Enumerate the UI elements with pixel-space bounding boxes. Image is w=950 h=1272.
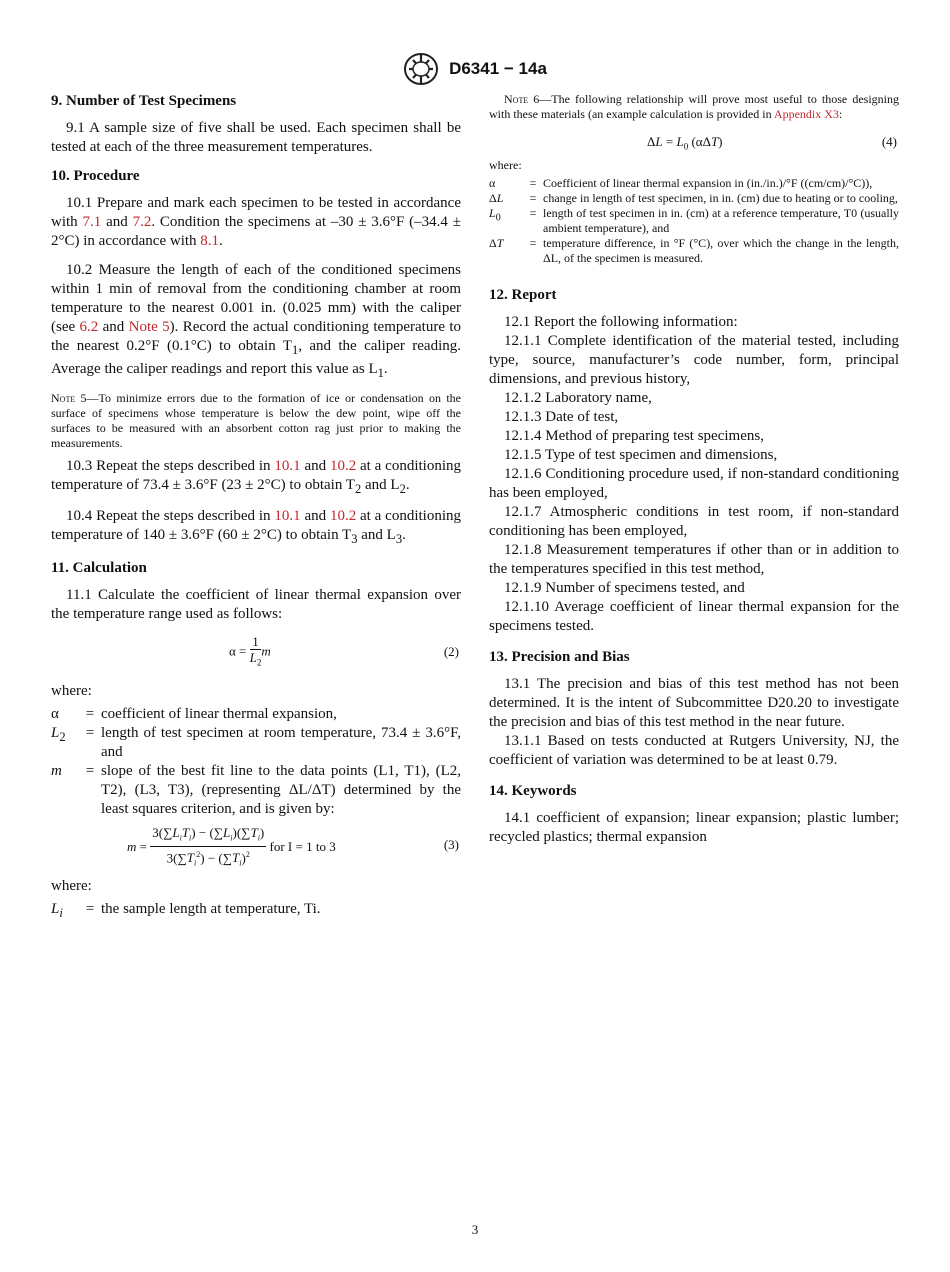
document-code: D6341 − 14a: [449, 59, 547, 78]
equation-3-number: (3): [443, 837, 459, 852]
para-12-1-5: 12.1.5 Type of test specimen and dimensions,: [504, 447, 778, 463]
para-12-1-10: 12.1.10 Average coefficient of linear thermal expansion for the specimens tested.: [489, 599, 899, 634]
para-11-1: 11.1 Calculate the coefficient of linear thermal expansion over the temperature range used as follows:: [51, 587, 461, 622]
where-label-1: where:: [51, 683, 92, 699]
para-9-1: 9.1 A sample size of five shall be used. Each specimen shall be tested at each of the three measurement temperatures.: [51, 120, 461, 155]
def-row-dL: ΔL = change in length of test specimen, in in. (cm) due to heating or to cooling,: [489, 191, 898, 205]
para-10-1: 10.1 Prepare and mark each specimen to be tested in accordance with 7.1 and 7.2. Condition the specimens at –30 ± 3.6°F (–34.4 ± 2°C) in accordance with 8.1.: [51, 195, 461, 249]
link-appendix-x3[interactable]: Appendix X3: [773, 107, 839, 121]
keywords-list: [489, 809, 899, 847]
where-label-right: where:: [489, 158, 522, 172]
link-8-1[interactable]: 8.1: [200, 233, 220, 249]
para-10-2: 10.2 Measure the length of each of the conditioned specimens within 1 min of removal from the conditioning chamber at room temperature to the nearest 0.001 in. (0.025 mm) with the caliper (see 6.2 and Note 5). Record the actual conditioning temperature to the nearest 0.2°F (0.1°C) to obtain $T_1$, and the caliper reading. Average the caliper readings and report this value as $L_1$.: [51, 262, 462, 380]
definitions-eq3: [51, 900, 461, 923]
para-12-1-6: 12.1.6 Conditioning procedure used, if non-standard conditioning has been employed,: [489, 466, 899, 501]
link-6-2[interactable]: 6.2: [79, 319, 99, 335]
para-13-1: 13.1 The precision and bias of this test method has not been determined. It is the intent of Subcommittee D20.20 to investigate the precision and bias of this test method in the near future.: [489, 676, 899, 730]
where-label-2: where:: [51, 878, 92, 894]
precision-list: [489, 675, 899, 770]
section-9-title: 9. Number of Test Specimens: [51, 93, 237, 109]
equation-2-number: (2): [443, 644, 459, 659]
link-7-2[interactable]: 7.2: [132, 214, 152, 230]
para-10-4: 10.4 Repeat the steps described in 10.1 and 10.2 at a conditioning temperature of 140 ± 3.6°F (60 ± 2°C) to obtain $T_3$ and $L_3$.: [51, 508, 461, 546]
para-12-1-4: 12.1.4 Method of preparing test specimens,: [504, 428, 764, 444]
para-10-3: 10.3 Repeat the steps described in 10.1 and 10.2 at a conditioning temperature of 73.4 ± 3.6°F (23 ± 2°C) to obtain $T_2$ and $L_2$.: [51, 458, 461, 496]
link-note-5[interactable]: Note 5: [128, 319, 170, 335]
page-header: [0, 52, 950, 86]
def-row-alpha-right: α = Coefficient of linear thermal expansion in (in./in.)/°F ((cm/cm)/°C)),: [489, 176, 873, 190]
equation-4-expression: $\Delta L = L_0$ (αΔT): [647, 134, 723, 152]
para-13-1-1: 13.1.1 Based on tests conducted at Rutgers University, NJ, the coefficient of variation was determined to be at least 0.79.: [489, 733, 899, 768]
equation-4: [489, 130, 899, 158]
link-10-1[interactable]: 10.1: [274, 458, 301, 474]
definitions-eq2: [51, 705, 461, 819]
right-column: [489, 92, 899, 847]
left-column: [51, 92, 461, 923]
section-12-title: 12. Report: [489, 287, 557, 303]
para-12-1-1: 12.1.1 Complete identification of the material tested, including type, source, manufacturer’s code number, form, principal dimensions, and previous history,: [489, 333, 899, 387]
para-12-1-7: 12.1.7 Atmospheric conditions in test room, if non-standard conditioning has been employed,: [489, 504, 899, 539]
def-row-L0: $L_0$ = length of test specimen in in. (cm) at a reference temperature, T0 (usually ambient temperature), and: [489, 206, 899, 235]
def-row-m: m = slope of the best fit line to the data points (L1, T1), (L2, T2), (L3, T3), (representing ΔL/ΔT) determined by the least squares criterion, and is given by:: [51, 763, 461, 817]
equation-2: [51, 634, 461, 674]
def-row-Li: $L_i$ = the sample length at temperature, Ti.: [51, 901, 321, 920]
section-10-title: 10. Procedure: [51, 168, 140, 184]
def-row-dT: ΔT = temperature difference, in °F (°C), over which the change in the length, ΔL, of the specimen is measured.: [489, 236, 899, 265]
link-10-2-b[interactable]: 10.2: [329, 508, 357, 524]
link-10-1-b[interactable]: 10.1: [274, 508, 301, 524]
link-7-1[interactable]: 7.1: [82, 214, 102, 230]
def-row-L2: $L_2$ = length of test specimen at room temperature, 73.4 ± 3.6°F, and: [51, 725, 461, 760]
note-6: Note 6—The following relationship will prove most useful to those designing with these materials (an example calculation is provided in Appendix X3:: [489, 92, 899, 121]
para-12-1-8: 12.1.8 Measurement temperatures if other than or in addition to the temperatures specified in this test method,: [489, 542, 899, 577]
equation-3-expression: m = $\frac{3(\sum L_iT_i) - (\sum L_i)(\sum T_i)}{3(\sum T_i^2) - (\sum T_i)^2}$ for I = 1 to 3: [127, 825, 336, 868]
equation-3: [51, 823, 461, 869]
para-14-1: 14.1 coefficient of expansion; linear expansion; plastic lumber; recycled plastics; thermal expansion: [489, 810, 899, 845]
section-11-title: 11. Calculation: [51, 560, 147, 576]
definitions-eq4: [489, 176, 899, 266]
note-5: Note 5—To minimize errors due to the formation of ice or condensation on the surface of specimens whose temperature is below the dew point, wipe off the surfaces to be measured with an absorbent cotton rag just prior to making the measurements.: [51, 391, 461, 450]
equation-2-expression: α = $\frac{1}{L_2}$ m: [229, 634, 271, 668]
section-14-title: 14. Keywords: [489, 783, 577, 799]
def-row-alpha: α = coefficient of linear thermal expansion,: [51, 706, 337, 722]
para-12-1: 12.1 Report the following information:: [504, 314, 738, 330]
section-13-title: 13. Precision and Bias: [489, 649, 630, 665]
astm-logo-icon: [403, 52, 439, 86]
equation-4-number: (4): [881, 134, 897, 149]
page-number: 3: [471, 1222, 479, 1237]
para-12-1-2: 12.1.2 Laboratory name,: [504, 390, 652, 406]
para-12-1-9: 12.1.9 Number of specimens tested, and: [504, 580, 745, 596]
link-10-2[interactable]: 10.2: [329, 458, 357, 474]
report-list: [489, 313, 899, 636]
para-12-1-3: 12.1.3 Date of test,: [504, 409, 619, 425]
